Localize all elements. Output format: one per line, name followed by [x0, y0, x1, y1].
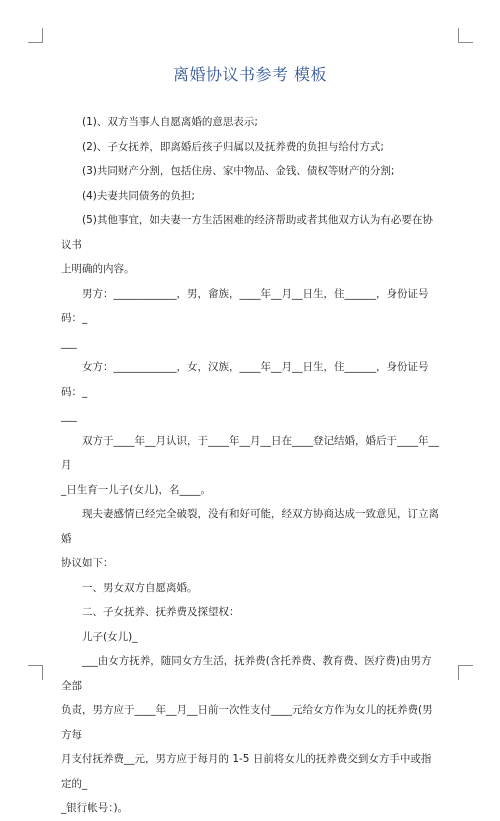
- crop-mark-bottom-left: [28, 665, 43, 680]
- paragraph-5: (5)其他事宜，如夫妻一方生活困难的经济帮助或者其他双方认为有必要在协议书: [61, 214, 433, 251]
- female-party-line-cont: ___: [61, 410, 77, 422]
- clause-2: 二、子女抚养、抚养费及探望权：: [82, 606, 240, 618]
- custody-line-1: ___由女方抚养，随同女方生活，抚养费(含托养费、教育费、医疗费)由男方全部: [61, 655, 432, 692]
- child-line: 儿子(女儿)_: [82, 630, 138, 643]
- agreement-intro: 现夫妻感情已经完全破裂，没有和好可能，经双方协商达成一致意见，订立离婚: [61, 508, 439, 545]
- document-body: [61, 110, 441, 821]
- paragraph-2: (2)、子女抚养，即离婚后孩子归属以及抚养费的负担与给付方式;: [82, 140, 384, 153]
- marriage-line-cont: _日生育一儿子(女儿)，名____。: [61, 483, 211, 496]
- crop-mark-top-left: [28, 28, 43, 43]
- crop-mark-bottom-right: [458, 665, 473, 680]
- crop-mark-top-right: [458, 28, 473, 43]
- female-party-line: 女方：____________，女，汉族，____年__月__日生，住______，身份证号码：_: [61, 361, 429, 398]
- document-title: 离婚协议书参考 模板: [172, 65, 328, 84]
- custody-line-3: 月支付抚养费__元，男方应于每月的 1-5 日前将女儿的抚养费交到女方手中或指定的_: [61, 753, 432, 790]
- custody-line-2: 负责，男方应于____年__月__日前一次性支付____元给女方作为女儿的抚养费(男方每: [61, 704, 433, 741]
- paragraph-1: (1)、双方当事人自愿离婚的意思表示;: [82, 116, 258, 128]
- marriage-line: 双方于____年__月认识，于____年__月__日在____登记结婚，婚后于____年__月: [61, 434, 439, 471]
- male-party-line: 男方：____________，男，畲族，____年__月__日生，住______，身份证号码：_: [61, 287, 429, 324]
- custody-line-4: _银行帐号：)。: [61, 802, 129, 814]
- agreement-intro-cont: 协议如下：: [61, 557, 114, 569]
- paragraph-3: (3)共同财产分割，包括住房、家中物品、金钱、债权等财产的分割;: [82, 165, 395, 177]
- paragraph-5-cont: 上明确的内容。: [61, 263, 135, 275]
- clause-1: 一、男女双方自愿离婚。: [82, 581, 198, 594]
- paragraph-4: (4)夫妻共同债务的负担;: [82, 189, 195, 202]
- male-party-line-cont: ___: [61, 336, 77, 349]
